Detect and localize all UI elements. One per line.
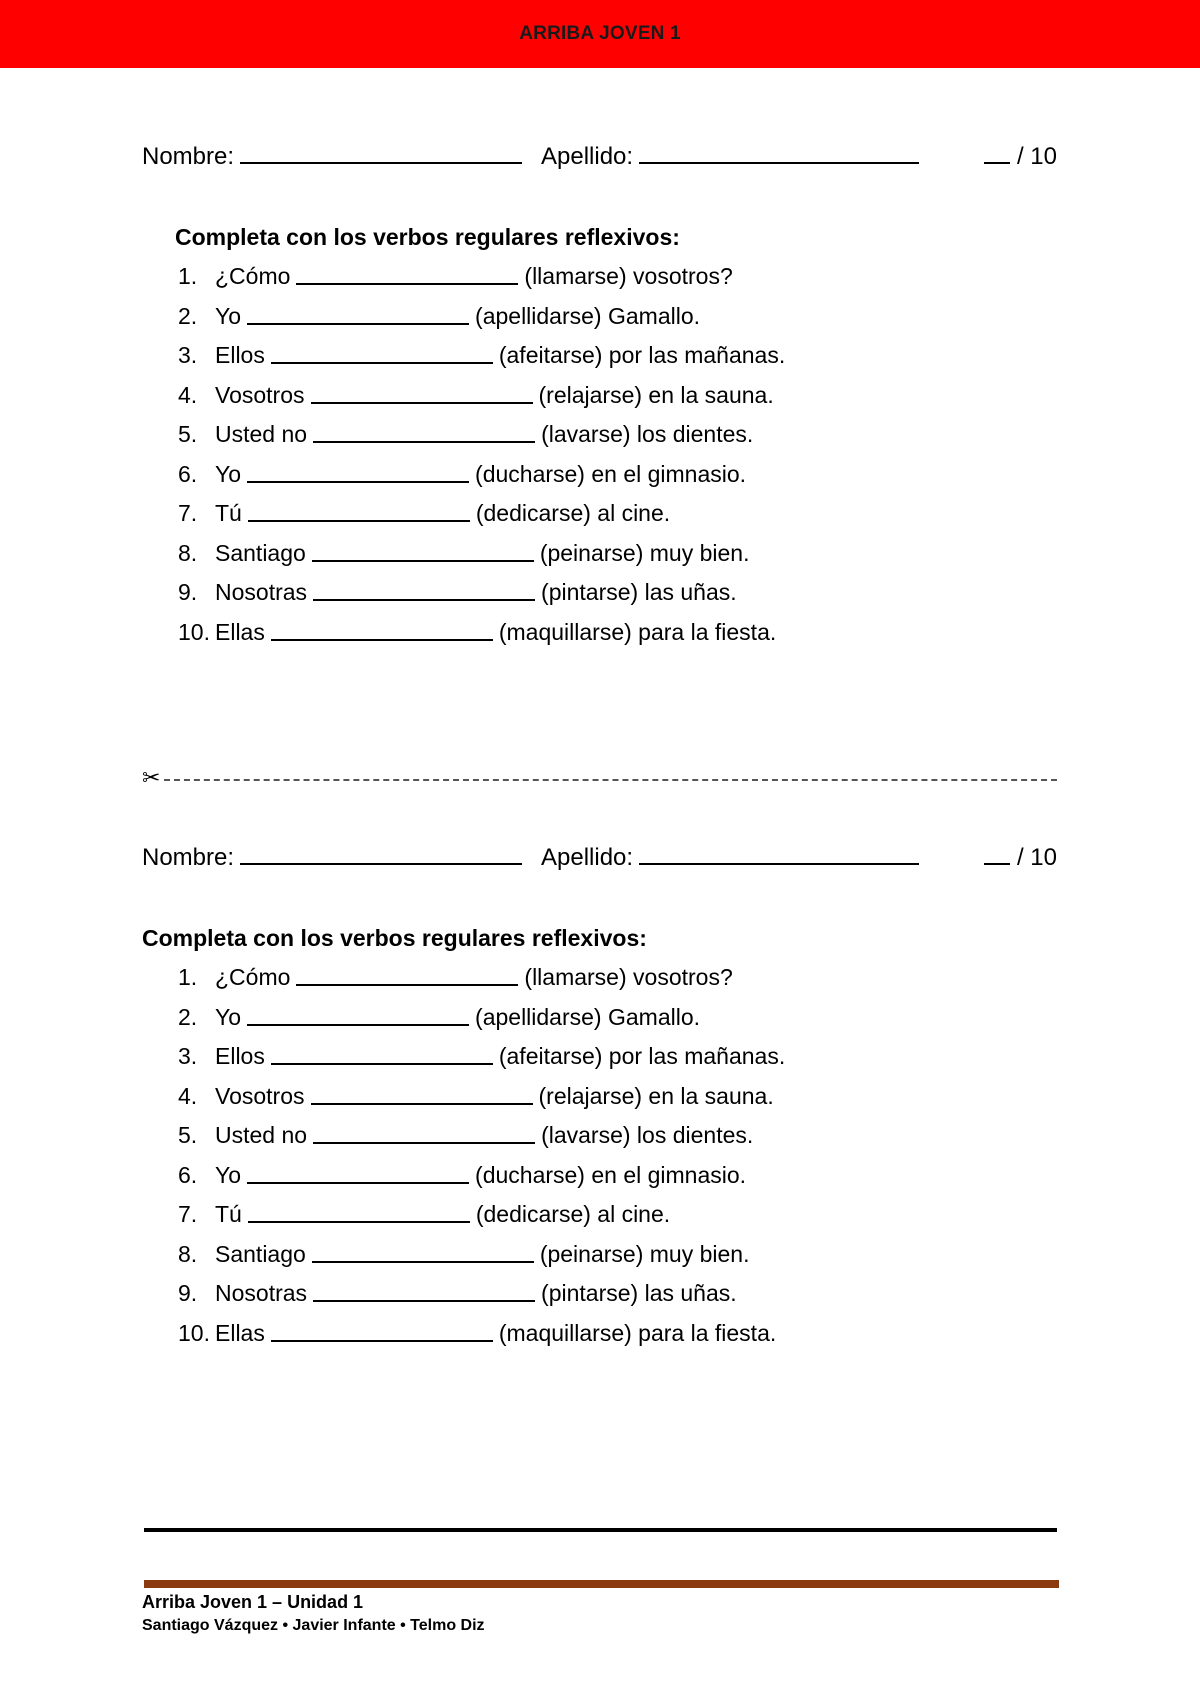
item-suffix: (ducharse) en el gimnasio. — [475, 1161, 747, 1188]
answer-blank[interactable] — [313, 1116, 535, 1144]
exercise-list — [142, 257, 1057, 652]
item-number: 9. — [178, 579, 198, 605]
item-prefix: Santiago — [215, 539, 306, 566]
item-prefix: Nosotras — [215, 1280, 308, 1306]
footer-accent-rule — [144, 1580, 1059, 1588]
exercise-item — [178, 534, 1057, 574]
item-number: 1. — [178, 964, 198, 990]
exercise-item — [178, 1116, 1057, 1156]
item-number: 3. — [178, 342, 198, 368]
item-suffix: (peinarse) muy bien. — [539, 539, 750, 566]
exercise-item — [178, 455, 1057, 495]
item-prefix: Tú — [215, 500, 242, 526]
item-prefix: ¿Cómo — [215, 964, 291, 990]
exercise-item — [178, 1235, 1057, 1275]
item-suffix: (dedicarse) al cine. — [475, 500, 671, 526]
exercise-item — [178, 376, 1057, 416]
score-total: / 10 — [1016, 143, 1057, 170]
answer-blank[interactable] — [296, 958, 518, 986]
footer-rule — [144, 1528, 1057, 1532]
item-suffix: (llamarse) vosotros? — [524, 964, 733, 990]
surname-field[interactable] — [541, 143, 919, 171]
answer-blank[interactable] — [311, 1077, 533, 1105]
answer-blank[interactable] — [247, 1156, 469, 1184]
item-prefix: Vosotros — [215, 381, 305, 408]
dashed-divider — [164, 779, 1057, 781]
answer-blank[interactable] — [271, 613, 493, 641]
answer-blank[interactable] — [313, 573, 535, 601]
exercise-item — [178, 297, 1057, 337]
item-number: 4. — [178, 381, 198, 408]
item-suffix: (maquillarse) para la fiesta. — [498, 1319, 777, 1346]
item-suffix: (maquillarse) para la fiesta. — [498, 618, 777, 645]
cut-line — [142, 766, 1057, 790]
exercise-item — [178, 415, 1057, 455]
answer-blank[interactable] — [296, 257, 518, 285]
exercise-item — [178, 998, 1057, 1038]
item-suffix: (llamarse) vosotros? — [524, 263, 733, 289]
surname-blank[interactable] — [639, 862, 919, 865]
exercise-item — [178, 1274, 1057, 1314]
answer-blank[interactable] — [271, 336, 493, 364]
answer-blank[interactable] — [311, 376, 533, 404]
answer-blank[interactable] — [313, 1274, 535, 1302]
item-suffix: (apellidarse) Gamallo. — [475, 302, 701, 329]
item-suffix: (ducharse) en el gimnasio. — [475, 460, 747, 487]
student-info-row — [142, 143, 1057, 179]
item-prefix: Tú — [215, 1201, 242, 1227]
name-field[interactable] — [142, 844, 522, 872]
item-prefix: Ellas — [215, 1319, 265, 1346]
instruction: Completa con los verbos regulares reflexivos: — [142, 925, 647, 951]
item-prefix: Yo — [215, 1161, 242, 1188]
item-prefix: Yo — [215, 460, 242, 487]
answer-blank[interactable] — [271, 1037, 493, 1065]
answer-blank[interactable] — [248, 1195, 470, 1223]
exercise-list — [142, 958, 1057, 1353]
item-number: 7. — [178, 1201, 198, 1227]
item-suffix: (afeitarse) por las mañanas. — [498, 1043, 786, 1069]
item-prefix: ¿Cómo — [215, 263, 291, 289]
item-prefix: Ellos — [215, 342, 265, 368]
item-number: 10. — [178, 1319, 210, 1346]
item-suffix: (apellidarse) Gamallo. — [475, 1003, 701, 1030]
item-number: 4. — [178, 1082, 198, 1109]
item-prefix: Usted no — [215, 1122, 308, 1148]
answer-blank[interactable] — [248, 494, 470, 522]
item-prefix: Vosotros — [215, 1082, 305, 1109]
item-suffix: (relajarse) en la sauna. — [538, 1082, 774, 1109]
exercise-item — [178, 1077, 1057, 1117]
answer-blank[interactable] — [247, 998, 469, 1026]
name-label: Nombre: — [142, 143, 235, 170]
answer-blank[interactable] — [312, 534, 534, 562]
answer-blank[interactable] — [247, 297, 469, 325]
score-field — [984, 143, 1057, 171]
item-suffix: (relajarse) en la sauna. — [538, 381, 774, 408]
item-number: 8. — [178, 539, 198, 566]
item-prefix: Santiago — [215, 1240, 306, 1267]
answer-blank[interactable] — [312, 1235, 534, 1263]
exercise-item — [178, 1195, 1057, 1235]
item-prefix: Usted no — [215, 421, 308, 447]
header-title: ARRIBA JOVEN 1 — [519, 23, 681, 44]
name-field[interactable] — [142, 143, 522, 171]
exercise-item — [178, 257, 1057, 297]
exercise-item — [178, 958, 1057, 998]
exercise-item — [178, 573, 1057, 613]
item-suffix: (lavarse) los dientes. — [541, 1122, 754, 1148]
item-suffix: (afeitarse) por las mañanas. — [498, 342, 786, 368]
name-blank[interactable] — [240, 161, 522, 164]
item-number: 10. — [178, 618, 210, 645]
item-prefix: Nosotras — [215, 579, 308, 605]
item-prefix: Yo — [215, 302, 242, 329]
surname-label: Apellido: — [541, 844, 634, 871]
name-blank[interactable] — [240, 862, 522, 865]
item-number: 2. — [178, 1003, 198, 1030]
exercise-item — [178, 1037, 1057, 1077]
worksheet-2 — [142, 844, 1057, 1353]
header-bar — [0, 0, 1200, 68]
student-info-row — [142, 844, 1057, 880]
exercise-item — [178, 494, 1057, 534]
scissors-icon: ✂ — [142, 765, 161, 790]
item-number: 6. — [178, 1161, 198, 1188]
score-blank[interactable] — [984, 862, 1010, 865]
surname-blank[interactable] — [639, 161, 919, 164]
worksheet-1 — [142, 143, 1057, 652]
exercise-item — [178, 1156, 1057, 1196]
score-field — [984, 844, 1057, 872]
instruction: Completa con los verbos regulares reflexivos: — [175, 224, 680, 250]
item-prefix: Ellas — [215, 618, 265, 645]
item-suffix: (dedicarse) al cine. — [475, 1201, 671, 1227]
footer-title: Arriba Joven 1 – Unidad 1 — [142, 1592, 364, 1612]
item-number: 2. — [178, 302, 198, 329]
item-prefix: Ellos — [215, 1043, 265, 1069]
item-number: 5. — [178, 421, 198, 447]
item-suffix: (lavarse) los dientes. — [541, 421, 754, 447]
item-suffix: (pintarse) las uñas. — [541, 1280, 737, 1306]
item-number: 1. — [178, 263, 198, 289]
item-number: 8. — [178, 1240, 198, 1267]
exercise-item — [178, 336, 1057, 376]
score-blank[interactable] — [984, 161, 1010, 164]
name-label: Nombre: — [142, 844, 235, 871]
item-suffix: (pintarse) las uñas. — [541, 579, 737, 605]
surname-label: Apellido: — [541, 143, 634, 170]
answer-blank[interactable] — [313, 415, 535, 443]
item-suffix: (peinarse) muy bien. — [539, 1240, 750, 1267]
answer-blank[interactable] — [271, 1314, 493, 1342]
item-number: 6. — [178, 460, 198, 487]
item-number: 5. — [178, 1122, 198, 1148]
exercise-item — [178, 1314, 1057, 1354]
item-number: 9. — [178, 1280, 198, 1306]
surname-field[interactable] — [541, 844, 919, 872]
item-number: 3. — [178, 1043, 198, 1069]
footer-authors: Santiago Vázquez • Javier Infante • Telmo Diz — [142, 1617, 485, 1634]
item-number: 7. — [178, 500, 198, 526]
item-prefix: Yo — [215, 1003, 242, 1030]
score-total: / 10 — [1016, 844, 1057, 871]
footer — [142, 1592, 485, 1635]
answer-blank[interactable] — [247, 455, 469, 483]
exercise-item — [178, 613, 1057, 653]
